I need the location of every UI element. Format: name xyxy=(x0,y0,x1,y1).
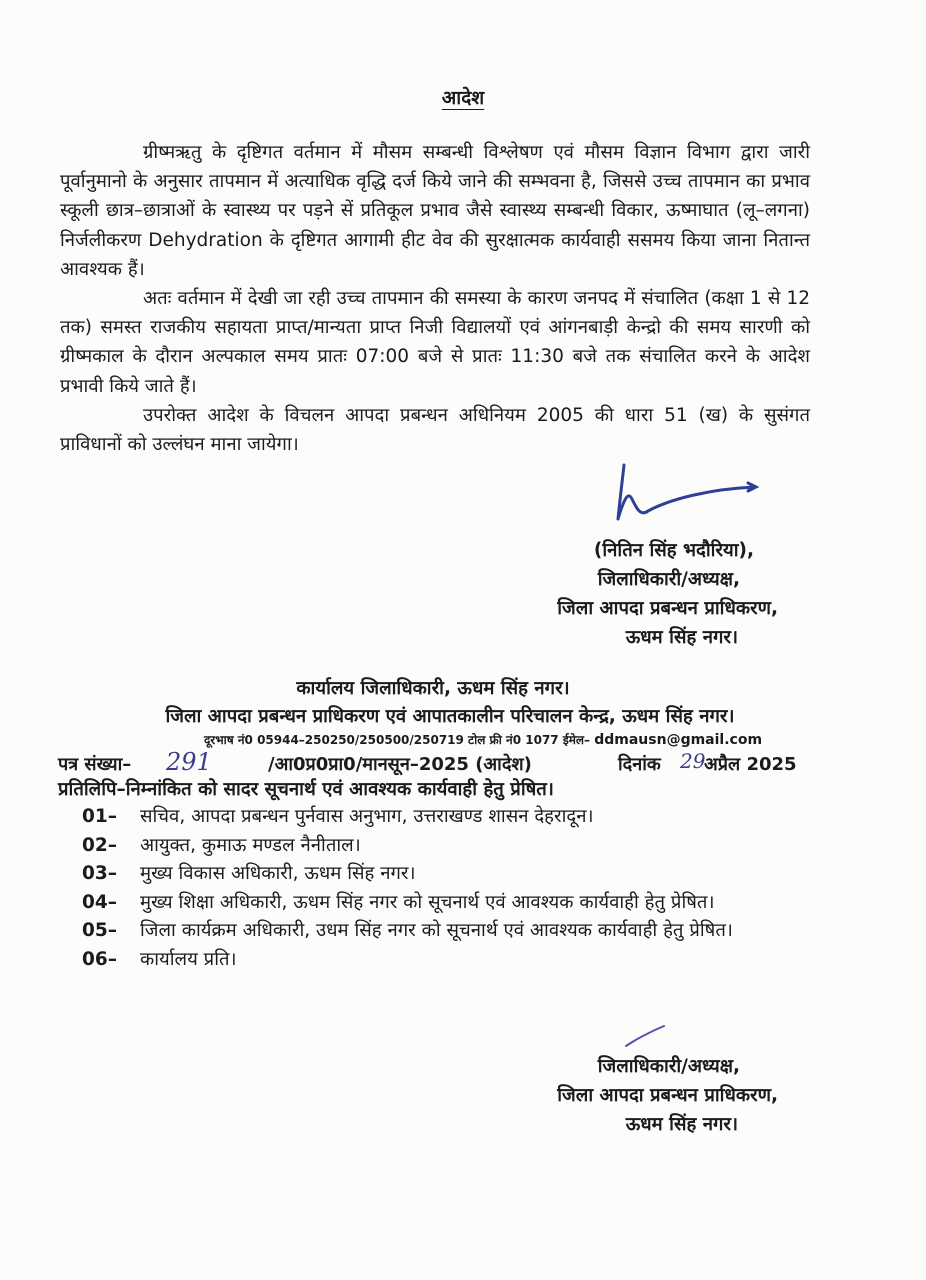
contact-email: ddmausn@gmail.com xyxy=(594,732,763,748)
signatory-authority: जिला आपदा प्रबन्धन प्राधिकरण, xyxy=(557,598,778,619)
date-day-handwritten: 29 xyxy=(680,749,706,773)
list-item xyxy=(82,946,812,975)
list-item-number: 02– xyxy=(82,834,117,856)
signatory-block-2 xyxy=(557,1052,778,1139)
signatory2-designation: जिलाधिकारी/अध्यक्ष, xyxy=(597,1056,740,1077)
initial-mark xyxy=(620,1022,670,1052)
list-item-number: 04– xyxy=(82,891,117,913)
list-item-text: मुख्य शिक्षा अधिकारी, ऊधम सिंह नगर को सूचनार्थ एवं आवश्यक कार्यवाही हेतु प्रेषित। xyxy=(140,891,715,913)
signatory-name: (नितिन सिंह भदौरिया), xyxy=(593,540,754,561)
letter-number-label: पत्र संख्या– xyxy=(58,754,132,775)
handwritten-signature xyxy=(590,455,770,535)
signatory-place: ऊधम सिंह नगर। xyxy=(625,627,738,648)
signatory-designation: जिलाधिकारी/अध्यक्ष, xyxy=(597,569,740,590)
list-item-number: 01– xyxy=(82,806,117,827)
office-name: कार्यालय जिलाधिकारी, ऊधम सिंह नगर। xyxy=(296,678,570,699)
list-item xyxy=(82,860,812,889)
paragraph-3: उपरोक्त आदेश के विचलन आपदा प्रबन्धन अधिनियम 2005 की धारा 51 (ख) के सुसंगत प्राविधानों को उल्लंघन माना जायेगा। xyxy=(60,404,810,456)
list-item xyxy=(82,917,812,946)
paragraph-2: अतः वर्तमान में देखी जा रही उच्च तापमान की समस्या के कारण जनपद में संचालित (कक्षा 1 से 12 तक) समस्त राजकीय सहायता प्राप्त/मान्यता प्राप्त निजी विद्यालयों एवं आंगनबाड़ी केन्द्रो की समय सारणी को ग्रीष्मकाल के दौरान अल्पकाल समय प्रातः 07:00 बजे से प्रातः 11:30 बजे तक संचालित करने के आदेश प्रभावी किये जाते हैं। xyxy=(60,288,810,397)
list-item-text: आयुक्त, कुमाऊ मण्डल नैनीताल। xyxy=(140,834,361,856)
date-month-year: अप्रैल 2025 xyxy=(704,754,797,775)
signatory2-authority: जिला आपदा प्रबन्धन प्राधिकरण, xyxy=(557,1085,778,1106)
document-title: आदेश xyxy=(441,87,485,109)
list-item-text: जिला कार्यक्रम अधिकारी, उधम सिंह नगर को सूचनार्थ एवं आवश्यक कार्यवाही हेतु प्रेषित। xyxy=(140,920,733,941)
copy-to-line: प्रतिलिपि–निम्नांकित को सादर सूचनार्थ एवं आवश्यक कार्यवाही हेतु प्रेषित। xyxy=(58,779,554,800)
list-item-text: सचिव, आपदा प्रबन्धन पुर्नवास अनुभाग, उत्तराखण्ड शासन देहरादून। xyxy=(140,806,594,827)
list-item-text: मुख्य विकास अधिकारी, ऊधम सिंह नगर। xyxy=(140,863,416,884)
contact-numbers: दूरभाष नं0 05944–250250/250500/250719 टोल फ्री नं0 1077 ईमेल– xyxy=(203,733,591,747)
letter-number-handwritten: 291 xyxy=(166,748,212,776)
office-authority: जिला आपदा प्रबन्धन प्राधिकरण एवं आपातकालीन परिचालन केन्द्र, ऊधम सिंह नगर। xyxy=(165,706,735,727)
list-item xyxy=(82,803,812,832)
signatory-block xyxy=(557,536,778,652)
list-item-text: कार्यालय प्रति। xyxy=(140,948,237,970)
paragraph-1: ग्रीष्मऋतु के दृष्टिगत वर्तमान में मौसम सम्बन्धी विश्लेषण एवं मौसम विज्ञान विभाग द्वारा जारी पूर्वानुमानो के अनुसार तापमान में अत्याधिक वृद्धि दर्ज किये जाने की सम्भवना है, जिससे उच्च तापमान का प्रभाव स्कूली छात्र–छात्राओं के स्वास्थ्य पर पड़ने सें प्रतिकूल प्रभाव जैसे स्वास्थ्य सम्बन्धी विकार, ऊष्माघात (लू–लगना) निर्जलीकरण Dehydration के दृष्टिगत आगामी हीट वेव की सुरक्षात्मक कार्यवाही ससमय किया जाना नितान्त आवश्यक हैं। xyxy=(60,142,810,280)
date-label: दिनांक xyxy=(618,754,661,775)
list-item xyxy=(82,889,812,918)
office-contact xyxy=(0,731,926,748)
letter-reference: /आ0प्र0प्रा0/मानसून–2025 (आदेश) xyxy=(268,754,532,775)
list-item xyxy=(82,832,812,861)
signatory2-place: ऊधम सिंह नगर। xyxy=(625,1114,738,1135)
list-item-number: 05– xyxy=(82,920,117,941)
recipient-list xyxy=(82,803,812,974)
order-body xyxy=(60,138,810,459)
list-item-number: 06– xyxy=(82,948,117,970)
list-item-number: 03– xyxy=(82,863,117,884)
